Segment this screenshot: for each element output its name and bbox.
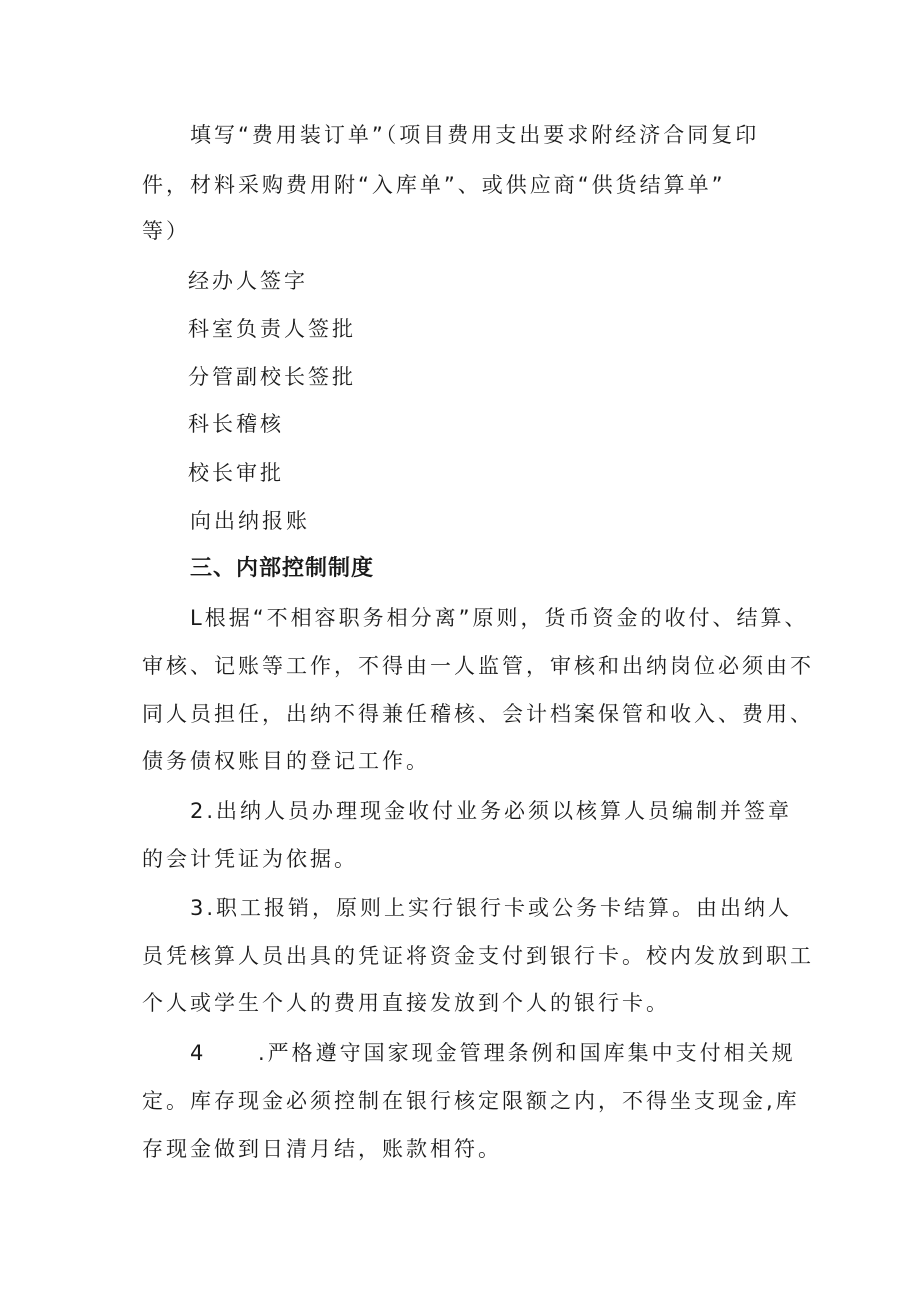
step-dept-approval: 科室负责人签批 xyxy=(188,317,356,341)
paragraph-line-4: L根据“不相容职务相分离”原则，货币资金的收付、结算、 xyxy=(190,606,809,630)
paragraph-line-1: 填写“费用装订单”（项目费用支出要求附经济合同复印 xyxy=(190,123,760,147)
step-signature: 经办人签字 xyxy=(188,269,308,293)
paragraph-line-11: 员凭核算人员出具的凭证将资金支付到银行卡。校内发放到职工 xyxy=(142,944,814,968)
paragraph-line-5: 审核、记账等工作，不得由一人监管，审核和出纳岗位必须由不 xyxy=(142,654,814,678)
step-section-audit: 科长稽核 xyxy=(188,412,284,436)
paragraph-line-7: 债务债权账目的登记工作。 xyxy=(142,749,430,773)
paragraph-line-8: 2.出纳人员办理现金收付业务必须以核算人员编制并签章 xyxy=(190,799,793,823)
section-heading: 三、内部控制制度 xyxy=(190,556,375,581)
paragraph-line-6: 同人员担任，出纳不得兼任稽核、会计档案保管和收入、费用、 xyxy=(142,702,814,726)
paragraph-line-2: 件，材料采购费用附“入库单”、或供应商“供货结算单” xyxy=(142,173,726,197)
paragraph-line-15: 存现金做到日清月结，账款相符。 xyxy=(142,1137,502,1161)
paragraph-line-9: 的会计凭证为依据。 xyxy=(142,847,358,871)
step-cashier-reimbursement: 向出纳报账 xyxy=(190,509,310,533)
paragraph-line-10: 3.职工报销，原则上实行银行卡或公务卡结算。由出纳人 xyxy=(190,896,793,920)
paragraph-line-13: .严格遵守国家现金管理条例和国库集中支付相关规 xyxy=(258,1041,796,1065)
paragraph-line-12: 个人或学生个人的费用直接发放到个人的银行卡。 xyxy=(142,991,670,1015)
paragraph-line-3: 等） xyxy=(142,219,190,243)
step-principal-approval: 校长审批 xyxy=(188,461,284,485)
step-vice-principal-approval: 分管副校长签批 xyxy=(188,365,356,389)
paragraph-line-14: 定。库存现金必须控制在银行核定限额之内，不得坐支现金,库 xyxy=(142,1089,800,1113)
item-number-4: 4 xyxy=(190,1041,207,1065)
